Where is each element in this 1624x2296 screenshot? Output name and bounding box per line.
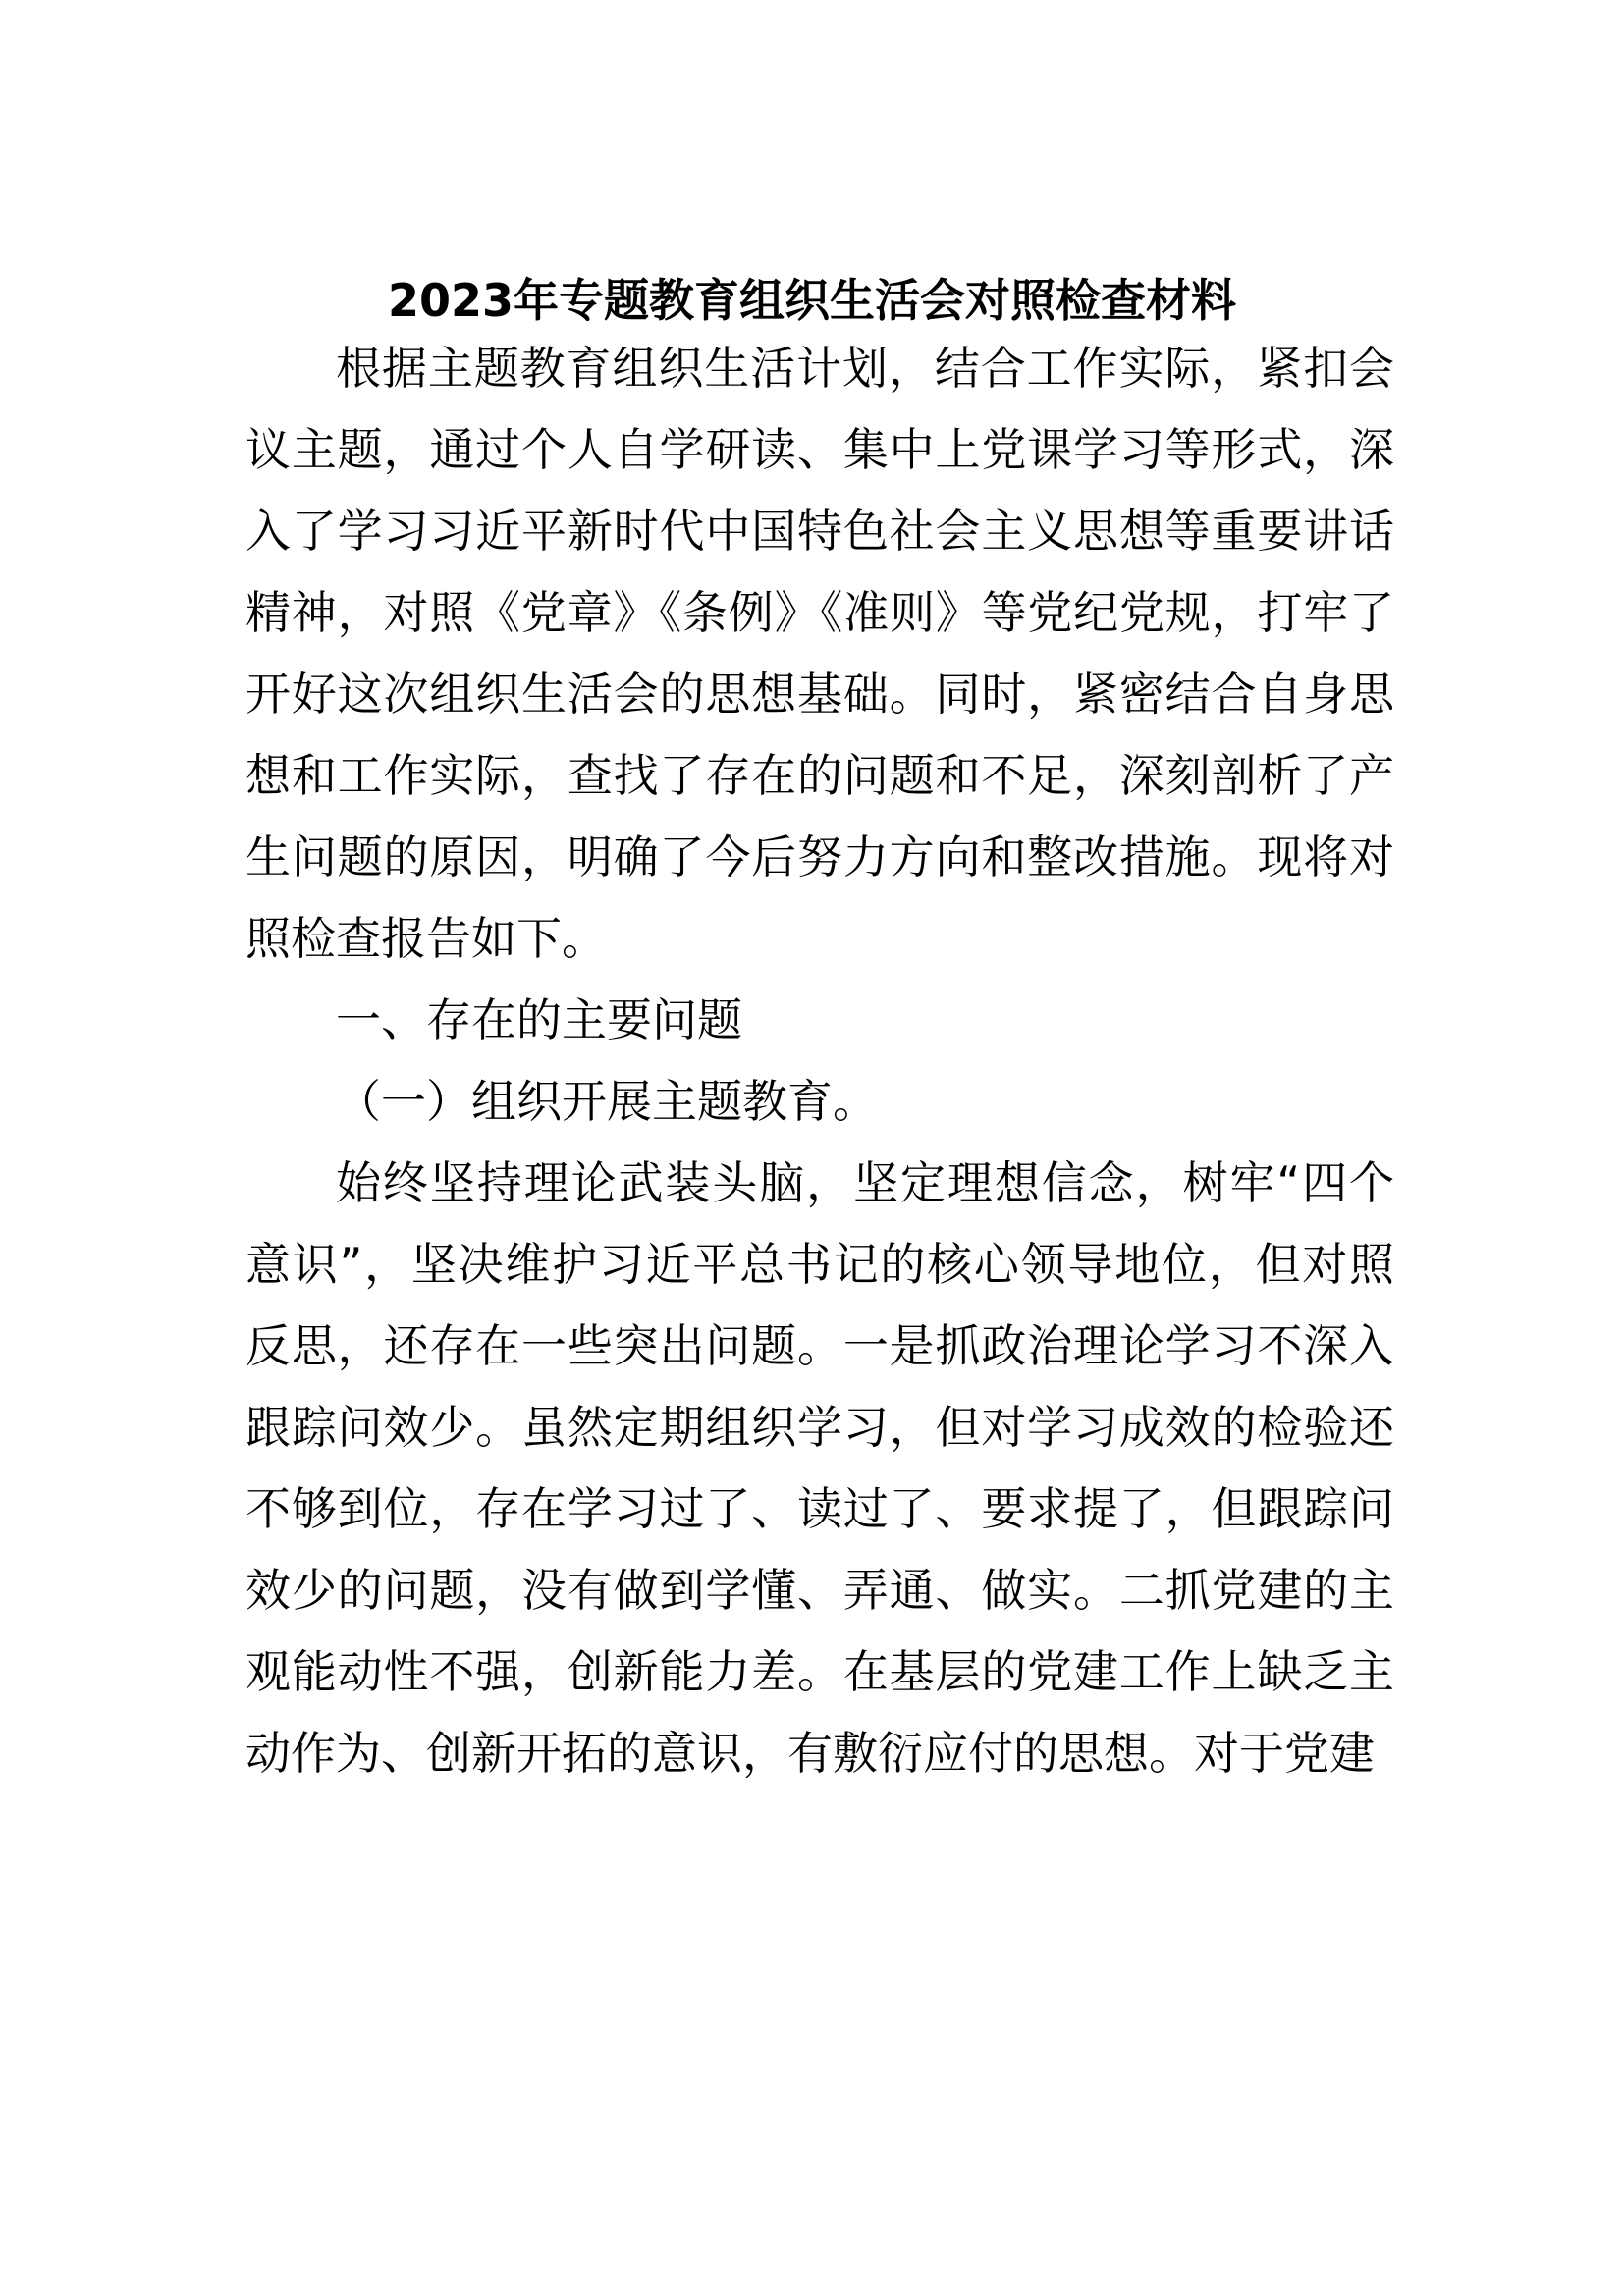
document-title: 2023年专题教育组织生活会对照检查材料 [387, 274, 1237, 327]
intro-paragraph: 根据主题教育组织生活计划，结合工作实际，紧扣会议主题，通过个人自学研读、集中上党课学习等形式，深入了学习习近平新时代中国特色社会主义思想等重要讲话精神，对照《党章》《条例》《准则》等党纪党规，打牢了开好这次组织生活会的思想基础。同时，紧密结合自身思想和工作实际，查找了存在的问题和不足，深刻剖析了产生问题的原因，明确了今后努力方向和整改措施。现将对照检查报告如下。 [245, 342, 1394, 965]
subsection-paragraph: 始终坚持理论武装头脑，坚定理想信念，树牢“四个意识”，坚决维护习近平总书记的核心领导地位，但对照反思，还存在一些突出问题。一是抓政治理论学习不深入跟踪问效少。虽然定期组织学习，但对学习成效的检验还不够到位，存在学习过了、读过了、要求提了，但跟踪问效少的问题，没有做到学懂、弄通、做实。二抓党建的主观能动性不强，创新能力差。在基层的党建工作上缺乏主动作为、创新开拓的意识，有敷衍应付的思想。对于党建 [245, 1156, 1394, 1780]
subsection-heading-theme-education: （一）组织开展主题教育。 [336, 1075, 878, 1128]
document-body [245, 328, 1394, 1794]
section-heading-problems: 一、存在的主要问题 [336, 993, 742, 1046]
